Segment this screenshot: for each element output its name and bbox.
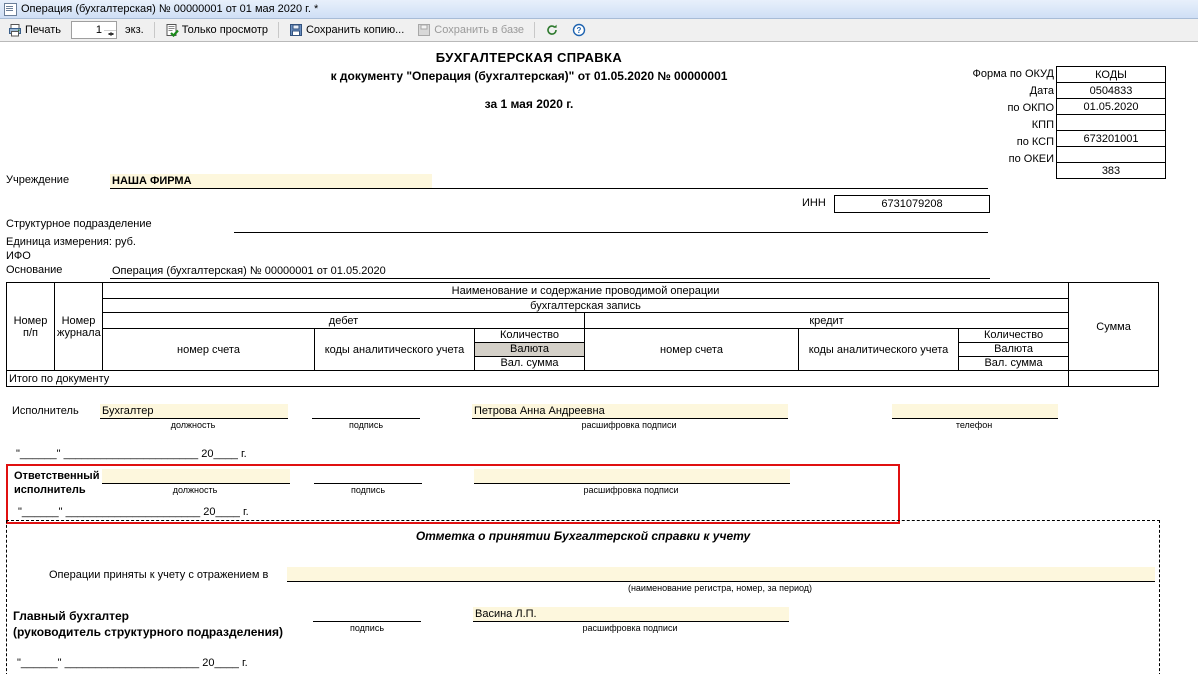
code-value-1: 01.05.2020: [1057, 99, 1166, 115]
table-row-total: [7, 371, 1159, 387]
executor-label: Исполнитель: [12, 405, 79, 417]
acceptance-title: Отметка о принятии Бухгалтерской справки к учету: [415, 529, 751, 543]
operations-accepted-label: Операции приняты к учету с отражением в: [49, 569, 269, 581]
preview-only-label: Только просмотр: [181, 24, 268, 36]
executor-signature-caption: подпись: [348, 420, 384, 430]
save-icon: [289, 23, 303, 37]
refresh-button[interactable]: [540, 20, 564, 40]
print-button[interactable]: [3, 20, 66, 40]
col-header-journal-l2: журнала: [57, 326, 101, 339]
codes-labels: [834, 66, 1054, 168]
copies-stepper[interactable]: [71, 21, 117, 39]
executor-name-caption: расшифровка подписи: [581, 420, 677, 430]
window-titlebar: [0, 0, 1198, 19]
institution-value[interactable]: НАША ФИРМА: [110, 174, 432, 189]
executor-position-caption: должность: [170, 420, 216, 430]
col-header-debit-account: номер счета: [103, 329, 315, 371]
col-header-number-l1: Номер: [13, 314, 48, 327]
col-header-debit-quantity: Количество: [475, 329, 584, 343]
page-title: БУХГАЛТЕРСКАЯ СПРАВКА: [435, 50, 623, 65]
save-copy-label: Сохранить копию...: [305, 24, 405, 36]
chief-accountant-sublabel: (руководитель структурного подразделения): [13, 625, 283, 639]
toolbar-separator-3: [534, 22, 535, 38]
help-icon: [572, 23, 586, 37]
unit-label: Единица измерения: руб.: [6, 236, 136, 248]
svg-text:?: ?: [576, 26, 582, 36]
toolbar-separator-2: [278, 22, 279, 38]
print-label: Печать: [25, 24, 62, 36]
responsible-name-input[interactable]: [474, 469, 790, 484]
save-base-icon: [417, 23, 431, 37]
executor-date-stub: "______" ______________________ 20____ г.: [16, 448, 247, 460]
code-value-4: [1057, 147, 1166, 163]
acceptance-block: [6, 520, 1160, 674]
col-header-credit-analytics: коды аналитического учета: [799, 329, 959, 371]
executor-phone-caption: телефон: [955, 420, 993, 430]
acceptance-date-stub: "______" ______________________ 20____ г.: [17, 657, 248, 669]
basis-value[interactable]: Операция (бухгалтерская) № 00000001 от 01.05.2020: [110, 264, 990, 279]
save-in-base-button: [412, 20, 529, 40]
col-header-credit-quantity: Количество: [959, 329, 1068, 343]
responsible-label-line1: Ответственный: [14, 470, 100, 482]
col-header-debit-currency-sum: Вал. сумма: [500, 357, 559, 369]
col-header-journal: [55, 283, 103, 371]
total-value: [1069, 371, 1159, 387]
col-header-credit-currency: Валюта: [959, 343, 1068, 357]
institution-rule: [430, 174, 988, 189]
printer-icon: [8, 23, 22, 37]
chief-name-input[interactable]: Васина Л.П.: [473, 607, 789, 622]
document-icon: [4, 3, 17, 16]
chief-accountant-label: Главный бухгалтер: [13, 609, 130, 623]
chief-name-caption: расшифровка подписи: [582, 623, 678, 633]
col-header-number: [7, 283, 55, 371]
preview-icon: [165, 23, 179, 37]
col-header-credit-account: номер счета: [585, 329, 799, 371]
toolbar: [0, 19, 1198, 42]
copies-input[interactable]: [72, 23, 104, 37]
subdivision-value[interactable]: [234, 218, 988, 233]
preview-only-button[interactable]: [160, 20, 273, 40]
toolbar-separator-1: [154, 22, 155, 38]
total-label: Итого по документу: [7, 371, 1069, 387]
code-value-0: 0504833: [1057, 83, 1166, 99]
window-title: Операция (бухгалтерская) № 00000001 от 01 мая 2020 г. *: [21, 3, 319, 15]
code-value-3: 673201001: [1057, 131, 1166, 147]
col-header-debit: дебет: [103, 313, 585, 329]
responsible-signature-caption: подпись: [350, 485, 386, 495]
operations-accepted-input[interactable]: [287, 567, 1155, 582]
code-value-2: [1057, 115, 1166, 131]
executor-phone-input[interactable]: [892, 404, 1058, 419]
help-button[interactable]: [567, 20, 591, 40]
code-label-4: по КСП: [1016, 136, 1054, 148]
code-label-2: по ОКПО: [1007, 102, 1054, 114]
executor-name-input[interactable]: Петрова Анна Андреевна: [472, 404, 788, 419]
responsible-label-line2: исполнитель: [14, 484, 86, 496]
responsible-date-stub: "______" ______________________ 20____ г.: [18, 506, 249, 518]
col-header-number-l2: п/п: [23, 326, 38, 339]
executor-position-input[interactable]: Бухгалтер: [100, 404, 288, 419]
save-in-base-label: Сохранить в базе: [434, 24, 524, 36]
responsible-position-caption: должность: [172, 485, 218, 495]
responsible-executor-frame[interactable]: [6, 464, 900, 524]
executor-block: [6, 402, 1158, 462]
codes-table: [1056, 66, 1166, 179]
save-copy-button[interactable]: [284, 20, 409, 40]
refresh-icon: [545, 23, 559, 37]
subdivision-label: Структурное подразделение: [6, 218, 152, 230]
chief-signature-line: [313, 621, 421, 622]
ifo-label: ИФО: [6, 250, 31, 262]
col-header-entry: бухгалтерская запись: [103, 299, 1069, 313]
document-subtitle: к документу "Операция (бухгалтерская)" от 01.05.2020 № 00000001: [330, 69, 728, 83]
institution-label: Учреждение: [6, 174, 70, 186]
basis-label: Основание: [6, 264, 63, 276]
copies-unit-label: [120, 20, 149, 40]
code-label-5: по ОКЕИ: [1008, 153, 1054, 165]
operations-table: [6, 282, 1159, 387]
codes-header: КОДЫ: [1057, 67, 1166, 83]
col-header-debit-analytics: коды аналитического учета: [315, 329, 475, 371]
code-value-5: 383: [1057, 163, 1166, 179]
copies-arrows[interactable]: [104, 30, 116, 31]
document-period: за 1 мая 2020 г.: [484, 97, 574, 111]
col-header-content: Наименование и содержание проводимой операции: [103, 283, 1069, 299]
code-label-3: КПП: [1031, 119, 1054, 131]
executor-signature-line: [312, 418, 420, 419]
copies-unit-text: экз.: [125, 24, 144, 36]
inn-value[interactable]: 6731079208: [834, 195, 990, 213]
col-header-credit: кредит: [585, 313, 1069, 329]
chief-signature-caption: подпись: [349, 623, 385, 633]
responsible-name-caption: расшифровка подписи: [583, 485, 679, 495]
code-label-1: Дата: [1029, 85, 1054, 97]
register-caption: (наименование регистра, номер, за период): [627, 583, 813, 593]
col-header-credit-currency-sum: Вал. сумма: [984, 357, 1043, 369]
code-label-0: Форма по ОКУД: [972, 68, 1054, 80]
print-preview-page: [0, 42, 1198, 674]
col-header-debit-currency: Валюта: [475, 343, 584, 357]
responsible-signature-line: [314, 483, 422, 484]
responsible-position-input[interactable]: [102, 469, 290, 484]
copies-up-icon[interactable]: [105, 30, 116, 31]
col-header-sum: Сумма: [1069, 283, 1159, 371]
col-header-journal-l1: Номер: [61, 314, 96, 327]
inn-label: ИНН: [802, 197, 826, 209]
